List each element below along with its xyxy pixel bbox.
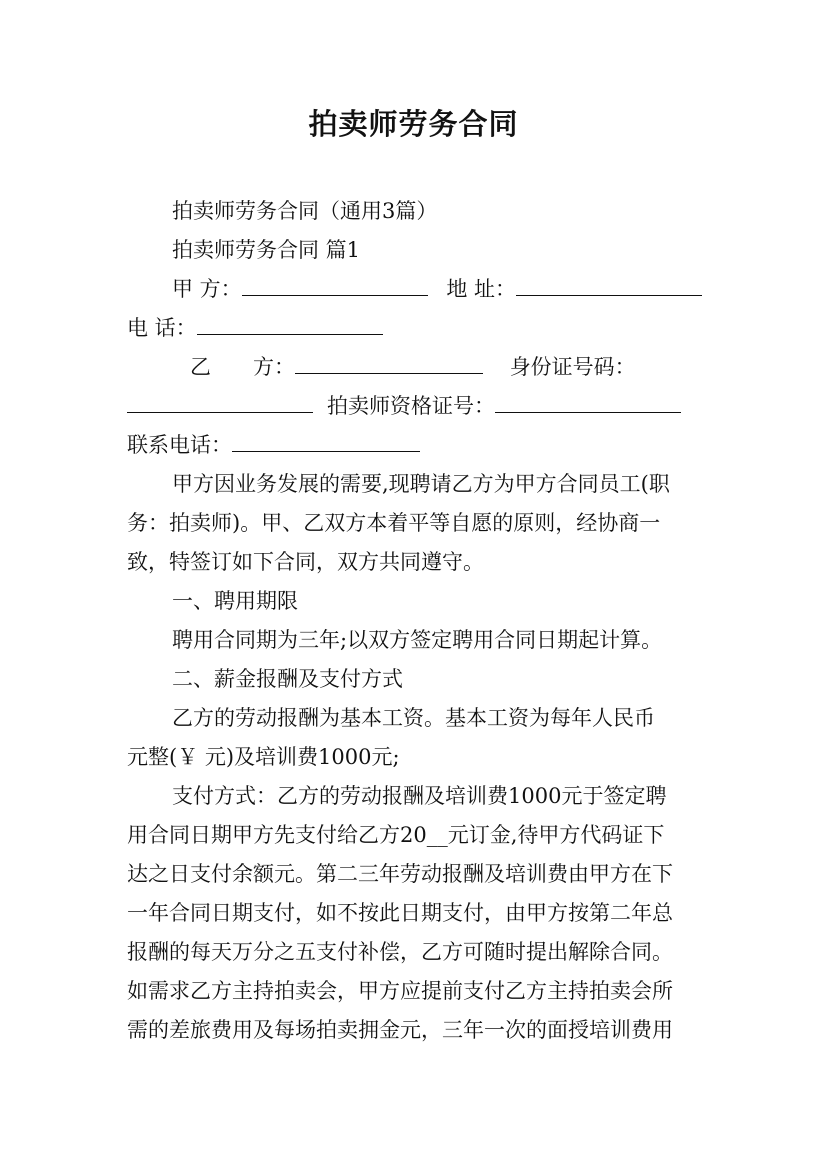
paragraph-3-line-2: 元整(￥ 元)及培训费1000元; xyxy=(127,745,400,769)
section-2-heading: 二、薪金报酬及支付方式 xyxy=(172,667,403,691)
paragraph-4-line-3: 达之日支付余额元。第二三年劳动报酬及培训费由甲方在下 xyxy=(127,862,673,886)
chapter-heading: 拍卖师劳务合同 篇1 xyxy=(172,238,361,262)
paragraph-4-line-4: 一年合同日期支付，如不按此日期支付，由甲方按第二年总 xyxy=(127,901,673,925)
contact-blank xyxy=(232,430,420,452)
paragraph-1-line-1: 甲方因业务发展的需要,现聘请乙方为甲方合同员工(职 xyxy=(172,472,670,496)
phone-label: 电 话： xyxy=(127,316,197,340)
license-label: 拍卖师资格证号： xyxy=(327,394,495,418)
id-number-label: 身份证号码： xyxy=(509,355,636,379)
contact-row xyxy=(127,430,420,460)
paragraph-4-line-5: 报酬的每天万分之五支付补偿，乙方可随时提出解除合同。 xyxy=(127,940,673,964)
id-number-blank xyxy=(127,391,313,413)
phone-row xyxy=(127,313,383,343)
paragraph-1-line-3: 致，特签订如下合同，双方共同遵守。 xyxy=(127,550,484,574)
paragraph-3-line-1: 乙方的劳动报酬为基本工资。基本工资为每年人民币 xyxy=(172,706,655,730)
document-title: 拍卖师劳务合同 xyxy=(308,107,519,141)
address-label: 地 址： xyxy=(446,277,517,301)
paragraph-4-line-6: 如需求乙方主持拍卖会，甲方应提前支付乙方主持拍卖会所 xyxy=(127,979,673,1003)
contact-label: 联系电话： xyxy=(127,433,232,457)
phone-blank xyxy=(197,313,383,335)
party-b-row xyxy=(190,352,636,382)
party-b-blank xyxy=(295,352,483,374)
section-1-heading: 一、聘用期限 xyxy=(172,589,298,613)
paragraph-4-line-7: 需的差旅费用及每场拍卖拥金元，三年一次的面授培训费用 xyxy=(127,1018,673,1042)
paragraph-4-line-2: 用合同日期甲方先支付给乙方20__元订金,待甲方代码证下 xyxy=(127,823,665,847)
party-a-label: 甲 方： xyxy=(172,277,242,301)
license-blank xyxy=(495,391,681,413)
paragraph-1-line-2: 务：拍卖师)。甲、乙双方本着平等自愿的原则，经协商一 xyxy=(127,511,661,535)
subtitle-line: 拍卖师劳务合同（通用3篇） xyxy=(172,199,438,223)
paragraph-4-line-1: 支付方式：乙方的劳动报酬及培训费1000元于签定聘 xyxy=(172,784,667,808)
party-a-blank xyxy=(242,274,428,296)
party-b-label: 乙 方： xyxy=(190,355,295,379)
license-row xyxy=(127,391,681,421)
address-blank xyxy=(516,274,702,296)
paragraph-2: 聘用合同期为三年;以双方签定聘用合同日期起计算。 xyxy=(172,628,663,652)
party-a-row xyxy=(172,274,702,304)
